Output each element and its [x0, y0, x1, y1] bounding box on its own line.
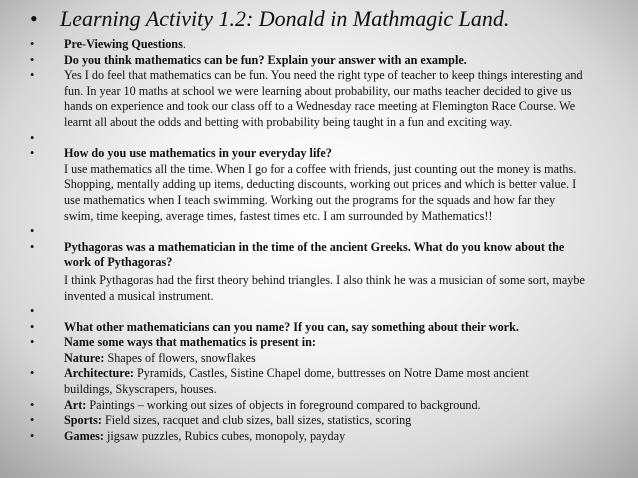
art-label: Art: [64, 397, 87, 412]
answer-1-row [30, 68, 600, 130]
bullet: • [30, 224, 35, 239]
slide-title-row [30, 4, 630, 34]
bullet: • [30, 366, 35, 381]
architecture-label: Architecture: [64, 366, 134, 381]
games-row [30, 429, 600, 445]
answer-3 [64, 273, 600, 304]
bullet: • [30, 319, 35, 334]
question-4: What other mathematicians can you name? If you can, say something about their work. [64, 319, 519, 334]
pre-viewing-row [30, 37, 600, 53]
bullet: • [30, 52, 35, 67]
bullet: • [30, 130, 35, 145]
architecture-row [30, 366, 600, 397]
art-text: Paintings – working out sizes of objects in foreground compared to background. [86, 397, 481, 412]
architecture-text: Pyramids, Castles, Sistine Chapel dome, buttresses on Notre Dame most ancient [133, 366, 529, 381]
pre-viewing-period: . [182, 37, 186, 51]
architecture-text-line: buildings, Skyscrapers, houses. [64, 382, 217, 397]
sports-label: Sports: [64, 413, 102, 428]
question-1-row [30, 53, 600, 69]
answer-1-line: learnt all about the odds and betting with probability being taught in a fun and exciting way. [64, 114, 513, 129]
bullet: • [30, 413, 35, 428]
empty-bullet-row [30, 131, 600, 147]
question-5-row [30, 335, 600, 351]
bullet: • [30, 68, 35, 83]
question-3-row [30, 240, 600, 271]
answer-3-line: invented a musical instrument. [64, 288, 214, 303]
empty-bullet-row [30, 224, 600, 240]
bullet: • [30, 37, 35, 51]
answer-1-line: fun. In year 10 maths at school we were learning about probability, our maths teacher decided to give us [64, 83, 572, 98]
answer-1-line: hands on experience and took our class off to a Wednesday race meeting at Flemington Race Course. We [64, 99, 576, 114]
question-2-row [30, 146, 600, 162]
answer-3-row [30, 273, 600, 304]
answer-2-line: I use mathematics all the time. When I go for a coffee with friends, just counting out the money is maths. [64, 161, 577, 176]
bullet: • [30, 428, 35, 443]
bullet: • [30, 304, 35, 319]
games-text: jigsaw puzzles, Rubics cubes, monopoly, payday [103, 428, 346, 443]
pre-viewing-heading: Pre-Viewing Questions [64, 37, 183, 51]
answer-2-line: use mathematics when I teach swimming. Working out the programs for the squads and how far they [64, 192, 556, 207]
bullet: • [30, 239, 35, 254]
answer-3-line: I think Pythagoras had the first theory behind triangles. I also think he was a musician of some sort, maybe [64, 272, 585, 287]
answer-1-line: Yes I do feel that mathematics can be fun. You need the right type of teacher to keep things interesting and [64, 68, 583, 83]
answer-1 [64, 68, 600, 130]
answer-2-row [30, 162, 600, 224]
nature-label: Nature: [64, 350, 105, 365]
nature-row [30, 351, 600, 367]
question-1: Do you think mathematics can be fun? Explain your answer with an example. [64, 52, 467, 67]
bullet: • [30, 335, 35, 350]
sports-text: Field sizes, racquet and club sizes, ball sizes, statistics, scoring [101, 413, 412, 428]
answer-2-line: swim, time keeping, average times, fastest times etc. I am surrounded by Mathematics!! [64, 208, 493, 223]
sports-row [30, 413, 600, 429]
question-4-row [30, 320, 600, 336]
bullet: • [30, 6, 38, 31]
answer-2 [64, 162, 600, 224]
question-3 [64, 240, 600, 271]
nature-text: Shapes of flowers, snowflakes [104, 350, 256, 365]
art-row [30, 398, 600, 414]
empty-bullet-row [30, 304, 600, 320]
bullet: • [30, 146, 35, 161]
question-3-line: Pythagoras was a mathematician in the time of the ancient Greeks. What do you know about the [64, 239, 565, 254]
slide-title: Learning Activity 1.2: Donald in Mathmagic Land. [60, 6, 510, 31]
slide-body [30, 37, 600, 444]
question-2: How do you use mathematics in your everyday life? [64, 146, 332, 161]
question-5: Name some ways that mathematics is present in: [64, 335, 316, 350]
bullet: • [30, 397, 35, 412]
answer-2-line: Shopping, mentally adding up items, deducting discounts, working out prices and which is better value. I [64, 177, 577, 192]
games-label: Games: [64, 428, 104, 443]
question-3-line: work of Pythagoras? [64, 255, 173, 270]
